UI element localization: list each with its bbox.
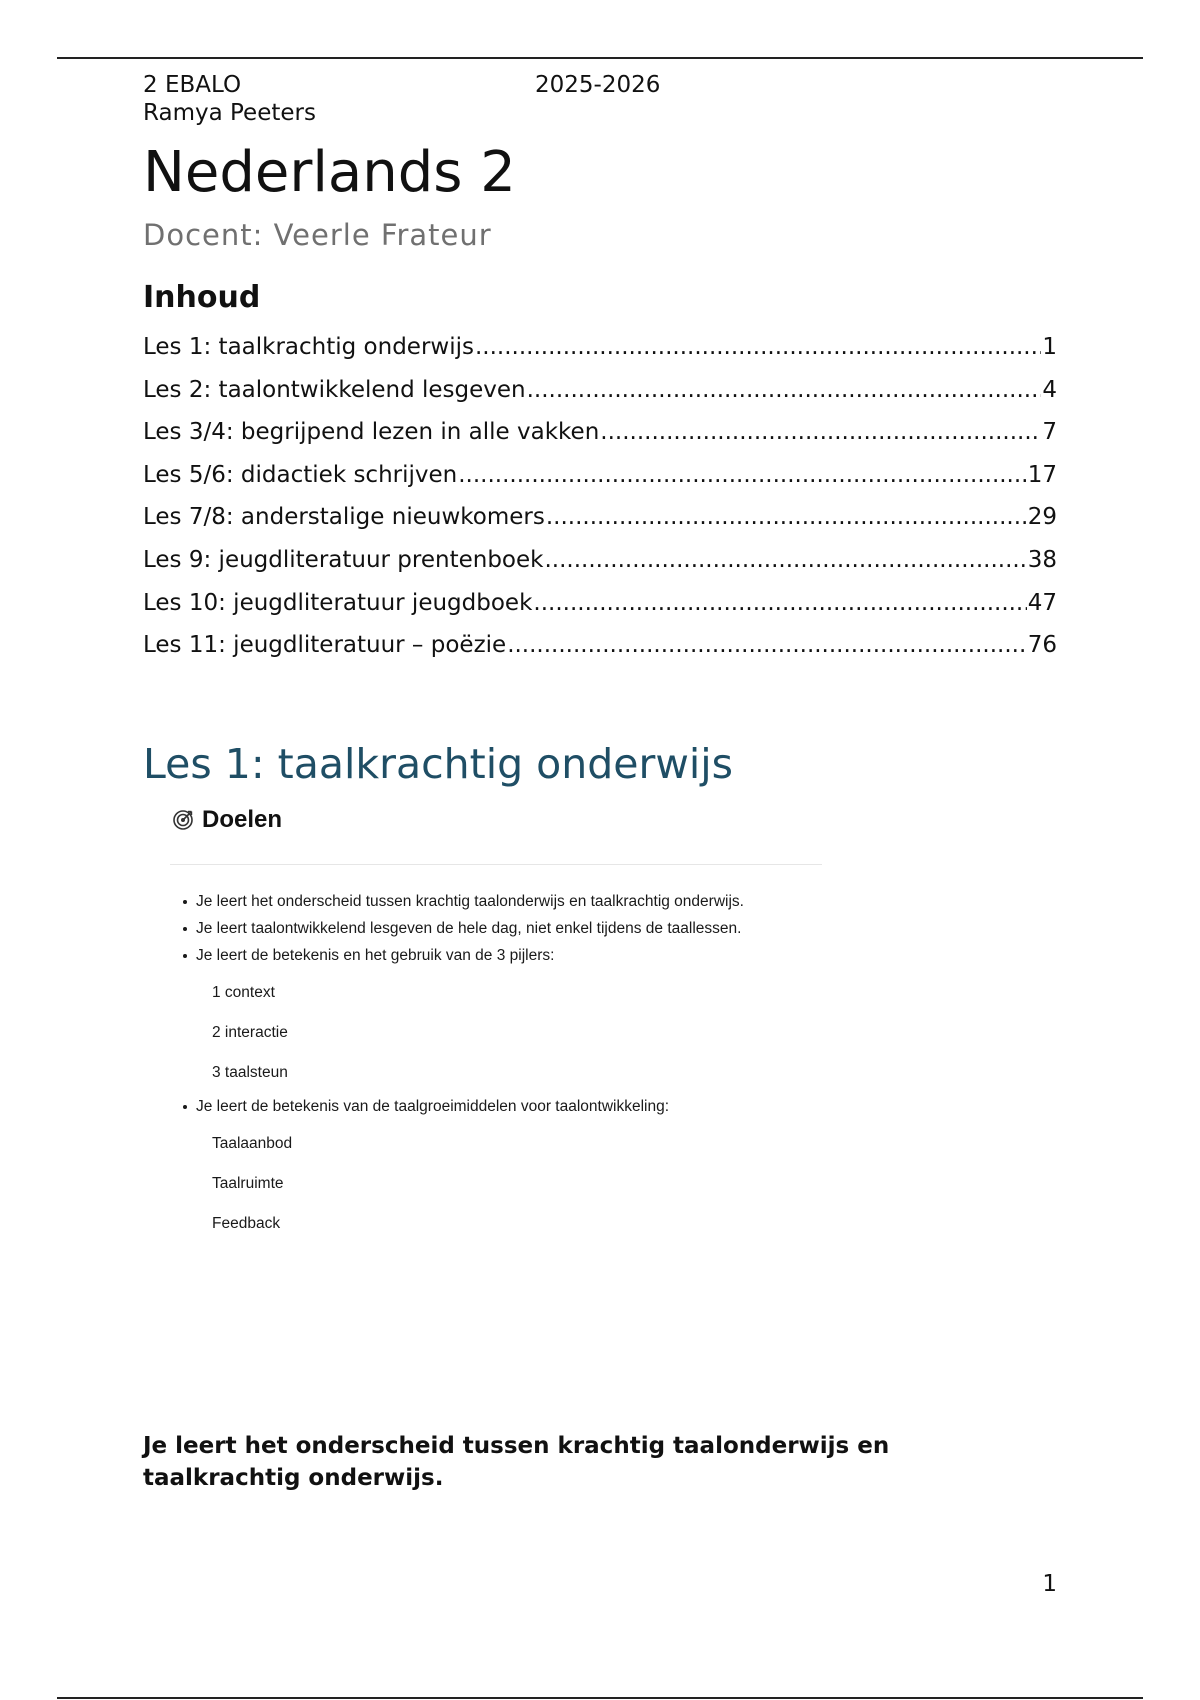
toc-leader-dots <box>458 458 1026 492</box>
toc-entry[interactable] <box>143 330 1057 373</box>
student-name: Ramya Peeters <box>143 100 316 126</box>
toc-entry[interactable] <box>143 628 1057 671</box>
table-of-contents <box>143 330 1057 671</box>
goals-card <box>168 796 828 1266</box>
pillar-item: 2 interactie <box>212 1024 288 1041</box>
growth-means-item: Taalruimte <box>212 1175 284 1192</box>
toc-leader-dots <box>475 330 1041 364</box>
toc-entry[interactable] <box>143 543 1057 586</box>
toc-entry-page: 1 <box>1042 334 1057 360</box>
toc-entry-label: Les 2: taalontwikkelend lesgeven <box>143 376 526 403</box>
toc-entry-label: Les 3/4: begrijpend lezen in alle vakken <box>143 419 600 446</box>
toc-entry[interactable] <box>143 458 1057 501</box>
toc-entry[interactable] <box>143 586 1057 629</box>
document-title: Nederlands 2 <box>143 140 516 205</box>
goal-item: Je leert de betekenis van de taalgroeimiddelen voor taalontwikkeling: <box>196 1093 826 1120</box>
toc-leader-dots <box>600 415 1041 449</box>
toc-entry-page: 38 <box>1027 546 1057 573</box>
goals-divider <box>170 864 822 865</box>
toc-entry-page: 17 <box>1027 461 1057 488</box>
toc-entry-label: Les 1: taalkrachtig onderwijs <box>143 334 474 360</box>
page-number: 1 <box>1042 1571 1057 1597</box>
toc-leader-dots <box>507 628 1027 662</box>
toc-leader-dots <box>546 500 1027 534</box>
toc-heading: Inhoud <box>143 280 261 315</box>
target-icon <box>172 809 194 831</box>
growth-means-list <box>196 1124 826 1244</box>
top-rule <box>57 57 1143 59</box>
toc-entry-page: 4 <box>1042 376 1057 403</box>
toc-entry[interactable] <box>143 500 1057 543</box>
toc-entry-page: 47 <box>1027 589 1057 616</box>
section-heading: Les 1: taalkrachtig onderwijs <box>143 740 734 788</box>
pillars-list <box>196 973 826 1093</box>
toc-entry-page: 29 <box>1027 504 1057 531</box>
growth-means-item: Feedback <box>212 1215 281 1232</box>
toc-leader-dots <box>533 586 1026 620</box>
toc-entry[interactable] <box>143 415 1057 458</box>
toc-entry-label: Les 5/6: didactiek schrijven <box>143 461 458 488</box>
academic-year: 2025-2026 <box>535 72 661 98</box>
growth-means-item: Taalaanbod <box>212 1135 293 1152</box>
pillar-item: 3 taalsteun <box>212 1064 288 1081</box>
pillars-group <box>196 973 826 1093</box>
toc-entry-label: Les 11: jeugdliteratuur – poëzie <box>143 632 507 659</box>
toc-entry[interactable] <box>143 373 1057 416</box>
goals-header <box>172 806 282 834</box>
goals-list <box>196 888 826 1244</box>
bold-paragraph: Je leert het onderscheid tussen krachtig taalonderwijs en taalkrachtig onderwijs. <box>143 1433 890 1491</box>
goal-item: Je leert taalontwikkelend lesgeven de hele dag, niet enkel tijdens de taallessen. <box>196 915 826 942</box>
toc-entry-page: 76 <box>1027 632 1057 659</box>
document-subtitle: Docent: Veerle Frateur <box>143 218 492 252</box>
toc-entry-label: Les 7/8: anderstalige nieuwkomers <box>143 504 545 531</box>
pillar-item: 1 context <box>212 984 275 1001</box>
goal-item: Je leert het onderscheid tussen krachtig taalonderwijs en taalkrachtig onderwijs. <box>196 888 826 915</box>
toc-leader-dots <box>527 373 1042 407</box>
toc-entry-label: Les 10: jeugdliteratuur jeugdboek <box>143 589 533 616</box>
toc-leader-dots <box>544 543 1026 577</box>
document-header <box>143 71 1043 127</box>
toc-entry-label: Les 9: jeugdliteratuur prentenboek <box>143 546 544 573</box>
bottom-rule <box>57 1697 1143 1699</box>
toc-entry-page: 7 <box>1042 419 1057 446</box>
goal-item: Je leert de betekenis en het gebruik van de 3 pijlers: <box>196 942 826 969</box>
class-code: 2 EBALO <box>143 72 242 98</box>
goals-title: Doelen <box>202 806 283 833</box>
growth-means-group <box>196 1124 826 1244</box>
